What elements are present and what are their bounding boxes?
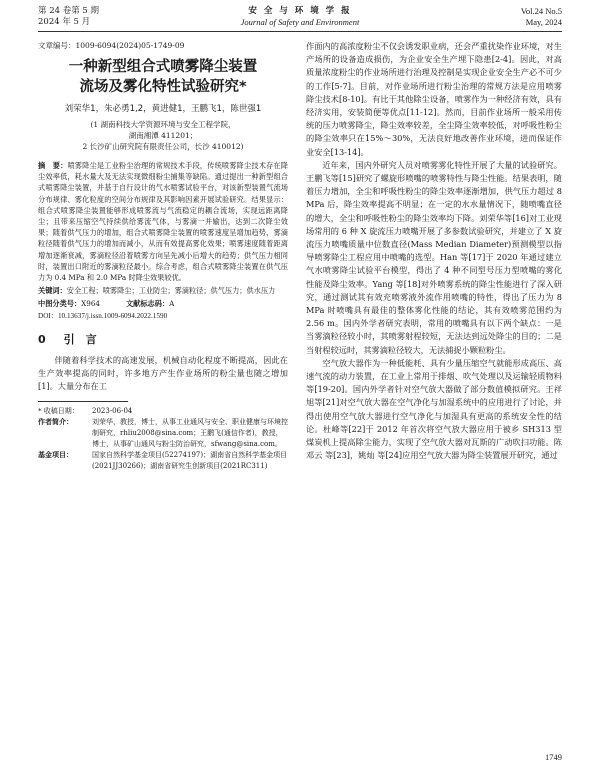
body-paragraph: 作面内的高浓度粉尘不仅会诱发职业病，还会严重扰染作业环境，对生产场所的设备造成损伤，为企业安全生产埋下隐患[2-4]。因此，对高质量浓度粉尘的作业场所进行治理及控制是实现企业安全生产必不可少的工作[5-7]。目前，对作业场所进行粉尘治理的常规方法是应用喷雾降尘技术[8-10]。有比于其他除尘设备，喷雾作为一种经济有效，具有经济实用，安装简便等优点[11-12]。然而，目前作业场所一般采用传统的压力喷雾降尘，降尘效率较差，全尘降尘效率较低，对呼吸性粉尘的降尘效率只在15%～30%，无法良好地改善作业环境，进而保证作业安全[13-14]。 <box>306 41 562 157</box>
affiliations <box>38 119 288 152</box>
journal-date-en: May, 2024 <box>525 17 562 27</box>
abstract <box>38 160 288 283</box>
footnotes <box>38 406 288 472</box>
journal-name-en: Journal of Safety and Environment <box>240 17 360 27</box>
intro-paragraph: 伴随着科学技术的高速发展，机械自动化程度不断提高，因此在生产效率提高的同时，许多地方产生作业场所的粉尘量也随之增加[1]。大量分布在工 <box>38 354 288 392</box>
header-center <box>38 6 562 28</box>
footnote-divider <box>38 401 128 402</box>
affiliation-line: 湖南湘潭 411201； <box>128 131 198 140</box>
journal-name-cn: 安 全 与 环 境 学 报 <box>248 6 352 16</box>
received-value: 2023-06-04 <box>92 407 133 416</box>
author-info-value: 刘荣华，教授，博士，从事工业通风与安全、职业健康与环境控制研究，rhliu2008@sina.com；王鹏飞(通信作者)，教授，博士，从事矿山通风与粉尘防治研究，sfwang@sina.com。 <box>92 418 288 449</box>
doi: DOI：10.13637/j.issn.1009-6094.2022.1590 <box>38 311 168 320</box>
footnote-fund <box>38 450 288 472</box>
page-number: 1749 <box>545 752 562 762</box>
right-column <box>306 40 562 463</box>
article-number: 文章编号：1009-6094(2024)05-1749-09 <box>38 41 185 50</box>
document-code <box>126 298 174 309</box>
keywords-text: 安全工程；喷雾降尘；工业防尘；雾滴粒径；供气压力；供水压力 <box>66 286 276 296</box>
header-right <box>521 6 562 28</box>
fund-label: 基金项目： <box>38 451 73 460</box>
abstract-text: 喷雾降尘是工业粉尘治理的常规技术手段，传统喷雾降尘技术存在降尘效率低，耗水量大及无法实现微细粉尘捕集等缺陷。通过提出一种新型组合式喷雾降尘装置，并基于自行设计的气水喷雾试验平台，对该新型装置气流场分布规律、雾化粒度的空间分布规律及其影响因素开展试验研究。结果显示：组合式喷雾降尘装置能够形成喷雾流与气流稳定的耦合流场，实现远距离降尘；且带来压缩空气持续供给雾流气体，与雾滴一并输出，达到二次降尘效果；随着供气压力的增加，组合式喷雾降尘装置的喷雾速度呈增加趋势，雾滴粒径随着供气压力的增加而减小，从而有效提高雾化效果；喷雾速度随着距离增加逐渐衰减，雾滴粒径沿着喷雾方向呈先减小后增大的趋势；供气压力相同时，装置出口附近的雾滴粒径最小。综合考虑，组合式喷雾降尘装置在供气压力为 0.4 MPa 和 2.0 MPa 时降尘效果较优。 <box>38 161 288 283</box>
clc-number <box>38 298 100 309</box>
left-column <box>38 40 288 472</box>
body-paragraph: 空气放大器作为一种低能耗、具有少量压缩空气就能形成高压、高速气流的动力装置，在工业上常用于排烟、吹气处理以及运输轻质物料等[19-20]。国内外学者针对空气放大器做了部分数值模拟研究。王祥旭等[21]对空气放大器在空气净化与加湿系统中的应用进行了讨论，并得出使用空气放大器进行空气净化与加湿具有更高的系统安全性的结论。杜峰等[22]于 2012 年首次将空气放大器应用于被乡 SH313 型煤炭机上提高除尘能力，实现了空气放大器对瓦斯的广动吹扫功能。陈 邓云 等[23]，姚灿 等[24]应用空气放大器为降尘装置展开研究，通过 <box>306 357 562 461</box>
body-paragraph: 近年来，国内外研究人员对喷雾雾化特性开展了大量的试验研究。王鹏飞等[15]研究了螺旋形喷嘴的喷雾特性与降尘性能。结果表明，随着压力增加，全尘和呼吸性粉尘的降尘效率逐渐增加，供气压力超过 8 MPa 后，降尘效率提高不明显；在一定的水水量情况下，随喷嘴直径的增大，全尘和呼吸性粉尘的降尘效率均下降。刘荣华等[16]对工业现场常用的 6 种 X 旋流压力喷嘴开展了多参数试验研究，并建立了 X 旋流压力喷嘴质量中位数直径(Mass Median Diameter)预测模型以指导喷雾降尘工程应用中喷嘴的选型。Han 等[17]于 2020 年通过建立气水喷雾降尘试验平台模型，得出了 4 种不同型号压力型喷嘴的雾化性能及降尘效率。Yang 等[18]对外喷雾系统的降尘性能进行了深入研究，通过测试其有效充喷雾液外流作用喷嘴的特性，得出了压力为 8 MPa 时喷嘴具有最佳的整体雾化性能的结论，其有效喷雾范围约为 2.56 m。国内外学者研究表明，常用的喷嘴具有以下两个缺点：一是当雾滴粒径较小时，其喷雾射程较短，无法达到远处降尘的目的；二是当射程较远时，其雾滴粒径较大，无法捕捉小颗粒粉尘。 <box>306 159 562 355</box>
title-line-2: 流场及雾化特性试验研究* <box>79 79 247 95</box>
affiliation-line: (1 湖南科技大学资源环境与安全工程学院， <box>90 120 236 129</box>
title-line-1: 一种新型组合式喷雾降尘装置 <box>68 59 258 75</box>
section-heading <box>38 332 288 348</box>
abstract-label: 摘 要： <box>38 161 68 170</box>
paper-title <box>38 57 288 97</box>
author-list: 刘荣华1，朱必勇1,2，黄进健1，王鹏飞1，陈世强1 <box>64 104 262 114</box>
received-label: * 收稿日期： <box>38 407 79 416</box>
journal-date-cn: 2024 年 5 月 <box>38 17 91 27</box>
footnote-author <box>38 417 288 450</box>
footnote-received <box>38 406 288 417</box>
author-info-label: 作者简介： <box>38 418 73 427</box>
section-title: 引 言 <box>63 332 97 346</box>
clc-value: X964 <box>81 299 100 309</box>
fund-value: 国家自然科学基金项目(52274197)；湖南省自然科学基金项目(2021JJ30266)；湖南省研究生创新项目(2021RC311) <box>92 451 288 471</box>
code-value: A <box>169 299 175 309</box>
running-header <box>38 6 562 32</box>
code-label: 文献标志码： <box>125 299 170 309</box>
journal-volume-en: Vol.24 No.5 <box>520 6 562 16</box>
keywords-label: 关键词： <box>38 286 67 296</box>
section-number: 0 <box>38 332 46 346</box>
journal-volume-issue: 第 24 卷第 5 期 <box>38 6 100 16</box>
clc-label: 中图分类号： <box>38 299 82 309</box>
keywords <box>38 285 288 296</box>
affiliation-line: 2 长沙矿山研究院有限责任公司，长沙 410012) <box>82 142 244 151</box>
classification-row <box>38 298 288 309</box>
